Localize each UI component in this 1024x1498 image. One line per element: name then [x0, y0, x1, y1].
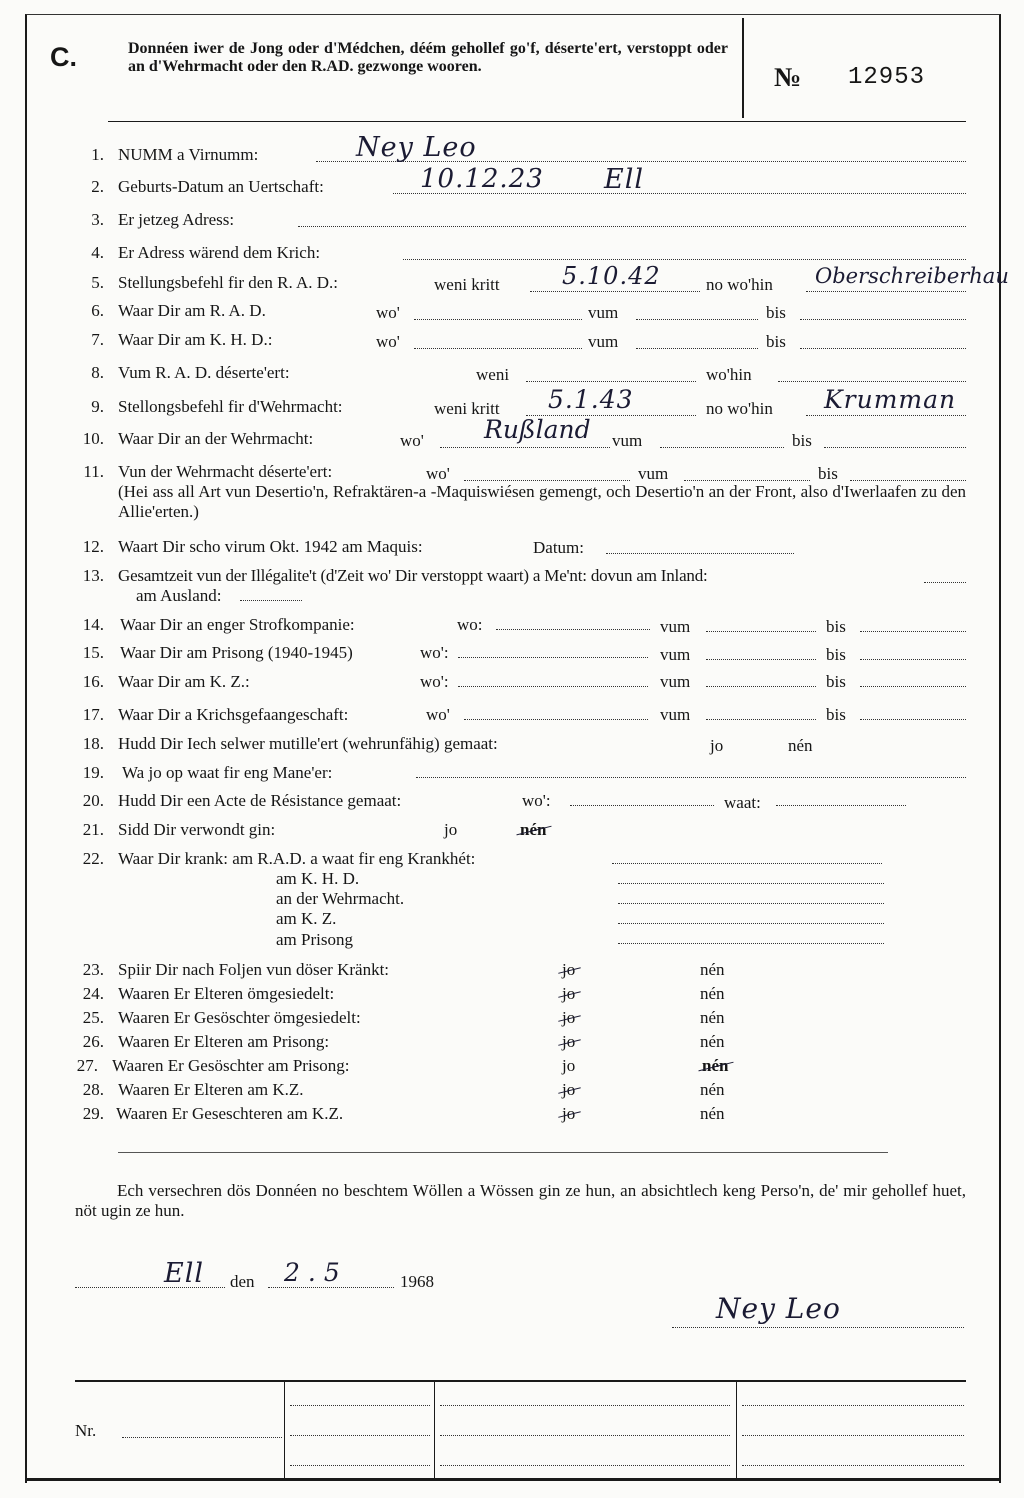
q4-label: Er Adress wärend dem Krich:	[118, 243, 321, 262]
q17-from-field[interactable]	[706, 719, 816, 720]
sign-date-field[interactable]	[268, 1287, 394, 1288]
q26-jo-crossed[interactable]: jo	[562, 1032, 576, 1051]
q10-number: 10.	[82, 429, 104, 448]
q20-where-field[interactable]	[570, 805, 714, 806]
q7-wo: wo'	[376, 332, 400, 351]
q15-where-field[interactable]	[458, 657, 648, 658]
q29-jo-crossed[interactable]: jo	[562, 1104, 576, 1123]
hw-wm-place: Krumman	[824, 385, 957, 414]
q22-kz-field[interactable]	[618, 923, 884, 924]
q13-label: Gesamtzeit vun der Illégalite't (d'Zeit wo' Dir verstoppt waart) a Me'nt: dovun am Inland:	[118, 566, 708, 585]
q10-from-field[interactable]	[660, 447, 784, 448]
q23-jo-crossed[interactable]: jo	[562, 960, 576, 979]
q29-number: 29.	[82, 1104, 104, 1123]
footer-col-1	[284, 1382, 285, 1478]
q11-from-field[interactable]	[684, 480, 810, 481]
q9-no-wohin: no wo'hin	[706, 399, 773, 418]
q20-what-field[interactable]	[776, 805, 906, 806]
q7-from-field[interactable]	[636, 348, 758, 349]
q16-to-field[interactable]	[860, 686, 966, 687]
q4-field[interactable]	[403, 259, 966, 260]
q17-number: 17.	[82, 705, 104, 724]
hw-rad-date: 5.10.42	[562, 262, 661, 290]
q21-jo[interactable]: jo	[444, 820, 458, 839]
q3-label: Er jetzeg Adress:	[118, 210, 235, 229]
q12-label: Waart Dir scho virum Okt. 1942 am Maquis:	[118, 537, 423, 556]
q7-to-field[interactable]	[800, 348, 966, 349]
footer-cell-a2[interactable]	[290, 1435, 430, 1436]
q13-number: 13.	[82, 566, 104, 585]
q17-bis: bis	[826, 705, 846, 724]
header-underline	[108, 121, 966, 122]
q9-number: 9.	[91, 397, 104, 416]
q14-to-field[interactable]	[860, 631, 966, 632]
q21-label: Sidd Dir verwondt gin:	[118, 820, 276, 839]
q22-wehrmacht-field[interactable]	[618, 903, 884, 904]
section-letter: C.	[50, 42, 77, 72]
q16-wo: wo':	[420, 672, 449, 691]
q28-nen[interactable]: nén	[700, 1080, 725, 1099]
q20-label: Hudd Dir een Acte de Résistance gemaat:	[118, 791, 402, 810]
q28-label: Waaren Er Elteren am K.Z.	[118, 1080, 304, 1099]
q22-khd: am K. H. D.	[276, 869, 360, 888]
q6-vum: vum	[588, 303, 619, 322]
footer-cell-a3[interactable]	[290, 1465, 430, 1466]
q16-number: 16.	[82, 672, 104, 691]
hw-name: Ney Leo	[356, 132, 477, 163]
q21-number: 21.	[82, 820, 104, 839]
q18-number: 18.	[82, 734, 104, 753]
header-title: Donnéen iwer de Jong oder d'Médchen, déém gehollef go'f, déserte'ert, verstoppt oder an d'Wehrmacht oder den R.AD. gezwonge wooren.	[128, 40, 728, 75]
q22-prisong: am Prisong	[276, 930, 353, 949]
q26-number: 26.	[82, 1032, 104, 1051]
footer-cell-c2[interactable]	[742, 1435, 964, 1436]
q18-label: Hudd Dir Iech selwer mutille'ert (wehrunfähig) gemaat:	[118, 734, 498, 753]
footer-cell-a1[interactable]	[290, 1405, 430, 1406]
q14-bis: bis	[826, 617, 846, 636]
q5-date-field[interactable]	[530, 291, 700, 292]
q22-wehrmacht: an der Wehrmacht.	[276, 889, 405, 908]
q15-bis: bis	[826, 645, 846, 664]
q2-number: 2.	[91, 177, 104, 196]
q6-wo: wo'	[376, 303, 400, 322]
q27-jo[interactable]: jo	[562, 1056, 576, 1075]
q16-bis: bis	[826, 672, 846, 691]
q12-number: 12.	[82, 537, 104, 556]
hw-signature: Ney Leo	[716, 1292, 841, 1325]
q8-weni: weni	[476, 365, 510, 384]
q15-from-field[interactable]	[706, 659, 816, 660]
q24-nen[interactable]: nén	[700, 984, 725, 1003]
q12-date-field[interactable]	[606, 553, 794, 554]
q10-where-field[interactable]	[440, 447, 610, 448]
footer-cell-b1[interactable]	[440, 1405, 730, 1406]
q17-to-field[interactable]	[860, 719, 966, 720]
q14-wo: wo:	[457, 615, 483, 634]
form-number: 12953	[848, 64, 926, 91]
q11-label: Vun der Wehrmacht déserte'ert:	[118, 462, 333, 481]
q22-kz: am K. Z.	[276, 909, 337, 928]
q11-bis: bis	[818, 464, 838, 483]
nr-label: Nr.	[75, 1421, 97, 1440]
q20-waat: waat:	[724, 793, 761, 812]
q16-label: Waar Dir am K. Z.:	[118, 672, 250, 691]
q10-label: Waar Dir an der Wehrmacht:	[118, 429, 314, 448]
q17-where-field[interactable]	[464, 719, 648, 720]
q7-label: Waar Dir am K. H. D.:	[118, 330, 273, 349]
q21-nen-crossed[interactable]: nén	[520, 820, 547, 839]
header-divider	[742, 18, 744, 118]
q11-wo: wo'	[426, 464, 450, 483]
q3-number: 3.	[91, 210, 104, 229]
q4-number: 4.	[91, 243, 104, 262]
q5-place-field[interactable]	[806, 291, 966, 292]
year-label: 1968	[400, 1272, 434, 1291]
q18-nen[interactable]: nén	[788, 736, 813, 755]
q8-label: Vum R. A. D. déserte'ert:	[118, 363, 290, 382]
q14-number: 14.	[82, 615, 104, 634]
q25-nen[interactable]: nén	[700, 1008, 725, 1027]
q8-place-field[interactable]	[778, 381, 966, 382]
separator-line	[118, 1152, 888, 1153]
q1-label: NUMM a Virnumm:	[118, 145, 259, 164]
q26-label: Waaren Er Elteren am Prisong:	[118, 1032, 330, 1051]
q7-number: 7.	[91, 330, 104, 349]
q9-label: Stellongsbefehl fir d'Wehrmacht:	[118, 397, 343, 416]
footer-col-2	[434, 1382, 435, 1478]
hw-wm-where: Rußland	[484, 415, 591, 444]
q6-to-field[interactable]	[800, 319, 966, 320]
q9-place-field[interactable]	[806, 415, 966, 416]
declaration-text: Ech versechren dös Donnéen no beschtem Wöllen a Wössen gin ze hun, an absichtlech keng Perso'n, de' mir gehollef huet, nöt ugin ze hun.	[75, 1181, 966, 1220]
q11-number: 11.	[83, 462, 104, 481]
q20-wo: wo':	[522, 791, 551, 810]
q15-number: 15.	[82, 643, 104, 662]
nr-field[interactable]	[122, 1437, 282, 1438]
q25-jo-crossed[interactable]: jo	[562, 1008, 576, 1027]
footer-table-top	[75, 1380, 966, 1382]
q23-label: Spiir Dir nach Foljen vun döser Kränkt:	[118, 960, 390, 979]
q7-where-field[interactable]	[414, 348, 582, 349]
q16-where-field[interactable]	[458, 686, 648, 687]
q5-label: Stellungsbefehl fir den R. A. D.:	[118, 273, 339, 292]
hw-rad-place: Oberschreiberhau	[815, 264, 1009, 288]
q26-nen[interactable]: nén	[700, 1032, 725, 1051]
q17-wo: wo'	[426, 705, 450, 724]
q13-inland-field[interactable]	[924, 582, 966, 583]
q5-weni-kritt: weni kritt	[434, 275, 500, 294]
hw-sign-date: 2.5	[284, 1258, 348, 1287]
q5-number: 5.	[91, 273, 104, 292]
footer-cell-c3[interactable]	[742, 1465, 964, 1466]
q13-ausland-field[interactable]	[240, 600, 302, 601]
q16-from-field[interactable]	[706, 686, 816, 687]
q10-bis: bis	[792, 431, 812, 450]
hw-birth-place: Ell	[604, 164, 644, 195]
q9-weni-kritt: weni kritt	[434, 399, 500, 418]
q10-to-field[interactable]	[824, 447, 966, 448]
q16-vum: vum	[660, 672, 691, 691]
q17-vum: vum	[660, 705, 691, 724]
q22-khd-field[interactable]	[618, 883, 884, 884]
q6-from-field[interactable]	[636, 319, 758, 320]
q27-number: 27.	[76, 1056, 98, 1075]
hw-wm-date: 5.1.43	[548, 385, 634, 414]
footer-cell-b2[interactable]	[440, 1435, 730, 1436]
q15-label: Waar Dir am Prisong (1940-1945)	[120, 643, 353, 662]
q6-number: 6.	[91, 301, 104, 320]
q13-ausland: am Ausland:	[136, 586, 222, 605]
q29-nen[interactable]: nén	[700, 1104, 725, 1123]
hw-birth-date: 10.12.23	[420, 164, 544, 194]
q11-note: (Hei ass all Art vun Desertio'n, Refraktären-a -Maquiswiésen gemengt, och Desertio'n an der Front, also d'Iwerlaafen zu den Allie'erten.)	[118, 482, 966, 521]
bottom-border	[25, 1478, 1000, 1481]
number-sign: №	[774, 62, 802, 92]
q25-label: Waaren Er Gesöschter ömgesiedelt:	[118, 1008, 361, 1027]
q23-number: 23.	[82, 960, 104, 979]
q17-label: Waar Dir a Krichsgefaangeschaft:	[118, 705, 349, 724]
q6-bis: bis	[766, 303, 786, 322]
q27-nen-crossed[interactable]: nén	[702, 1056, 729, 1075]
q12-datum: Datum:	[533, 538, 584, 557]
q11-vum: vum	[638, 464, 669, 483]
q6-label: Waar Dir am R. A. D.	[118, 301, 266, 320]
q28-number: 28.	[82, 1080, 104, 1099]
q22-label: Waar Dir krank: am R.A.D. a waat fir eng Krankhét:	[118, 849, 476, 868]
q8-wohin: wo'hin	[706, 365, 752, 384]
q14-where-field[interactable]	[496, 629, 650, 630]
q7-vum: vum	[588, 332, 619, 351]
q20-number: 20.	[82, 791, 104, 810]
q11-where-field[interactable]	[464, 480, 630, 481]
q5-no-wohin: no wo'hin	[706, 275, 773, 294]
q22-prisong-field[interactable]	[618, 943, 884, 944]
q10-wo: wo'	[400, 431, 424, 450]
q29-label: Waaren Er Geseschteren am K.Z.	[116, 1104, 344, 1123]
hw-sign-place: Ell	[164, 1258, 204, 1289]
q18-jo[interactable]: jo	[710, 736, 724, 755]
q24-label: Waaren Er Elteren ömgesiedelt:	[118, 984, 335, 1003]
q24-jo-crossed[interactable]: jo	[562, 984, 576, 1003]
footer-cell-b3[interactable]	[440, 1465, 730, 1466]
q11-to-field[interactable]	[850, 480, 966, 481]
q19-number: 19.	[82, 763, 104, 782]
q14-vum: vum	[660, 617, 691, 636]
q15-vum: vum	[660, 645, 691, 664]
q28-jo-crossed[interactable]: jo	[562, 1080, 576, 1099]
q14-from-field[interactable]	[706, 631, 816, 632]
signature-field[interactable]	[672, 1327, 964, 1328]
q19-label: Wa jo op waat fir eng Mane'er:	[122, 763, 333, 782]
q15-wo: wo':	[420, 643, 449, 662]
footer-col-3	[736, 1382, 737, 1478]
q22-rad-field[interactable]	[612, 863, 882, 864]
q23-nen[interactable]: nén	[700, 960, 725, 979]
q15-to-field[interactable]	[860, 659, 966, 660]
q19-field[interactable]	[416, 777, 966, 778]
footer-cell-c1[interactable]	[742, 1405, 964, 1406]
q24-number: 24.	[82, 984, 104, 1003]
q14-label: Waar Dir an enger Strofkompanie:	[120, 615, 355, 634]
q8-date-field[interactable]	[526, 381, 696, 382]
q3-field[interactable]	[298, 226, 966, 227]
q8-number: 8.	[91, 363, 104, 382]
q1-number: 1.	[91, 145, 104, 164]
q2-label: Geburts-Datum an Uertschaft:	[118, 177, 324, 196]
den-label: den	[230, 1272, 255, 1291]
q25-number: 25.	[82, 1008, 104, 1027]
q22-number: 22.	[82, 849, 104, 868]
q27-label: Waaren Er Gesöschter am Prisong:	[112, 1056, 350, 1075]
q10-vum: vum	[612, 431, 643, 450]
q7-bis: bis	[766, 332, 786, 351]
q6-where-field[interactable]	[414, 319, 582, 320]
